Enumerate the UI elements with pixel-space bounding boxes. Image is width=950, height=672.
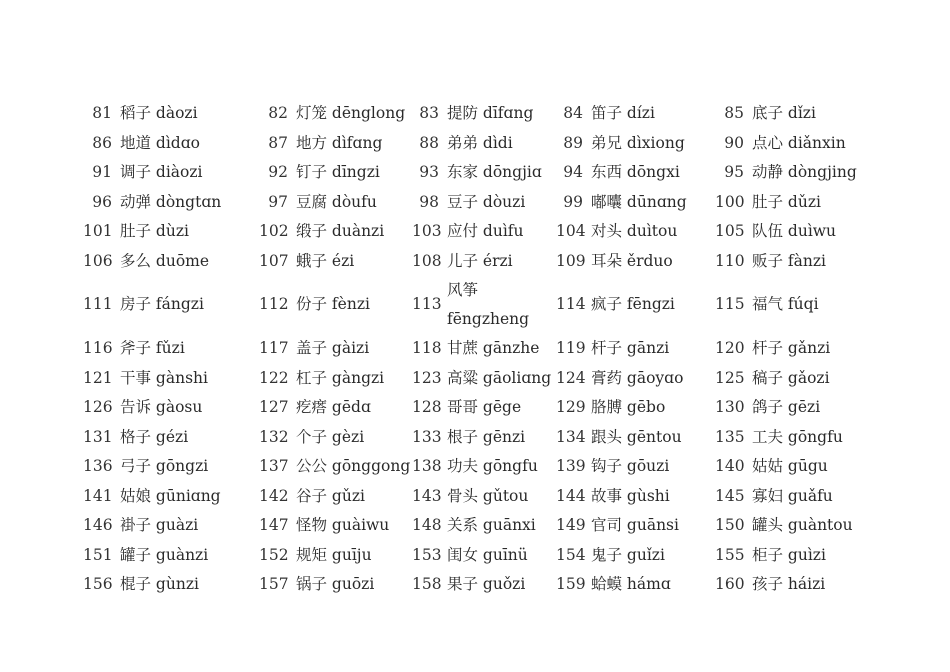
entry-number: 146 [83,516,113,534]
entry-word: 鬼子 guǐzi [591,545,665,564]
entry-word: 盖子 gàizi [296,339,370,357]
entry-word: 提防 dīfɑng [447,104,534,122]
entry-number: 85 [724,104,744,122]
entry-number: 141 [83,486,113,505]
entry-word: 关系 guānxi [447,516,536,534]
vocabulary-table-body [83,99,869,600]
entry-word: 份子 fènzi [296,295,370,314]
entry-number: 109 [556,251,586,270]
entry-number: 94 [563,163,583,181]
entry-number: 144 [556,486,586,505]
table-row [83,276,869,334]
entry-word: 钉子 dīngzi [296,163,380,181]
entry-word: 故事 gùshi [591,486,670,505]
entry-number: 149 [556,516,586,534]
entry-word: 规矩 guīju [296,545,372,564]
entry-word: 队伍 duìwu [752,222,837,240]
entry-number: 130 [715,398,745,416]
entry-word: 告诉 gàosu [120,398,203,416]
table-row [83,188,869,218]
entry-number: 134 [556,427,586,446]
entry-word: 弓子 gōngzi [120,457,209,475]
entry-word: 格子 gézi [120,427,189,446]
entry-word: 闺女 guīnü [447,545,528,564]
entry-number: 157 [259,575,289,593]
entry-word: 杠子 gàngzi [296,368,385,387]
entry-word: 果子 guǒzi [447,575,526,593]
entry-word: 斧子 fǔzi [120,339,185,357]
entry-number: 105 [715,222,745,240]
entry-number: 131 [83,427,113,446]
table-row [83,99,869,129]
entry-number: 143 [412,486,442,505]
entry-word: 工夫 gōngfu [752,427,843,446]
entry-number: 122 [259,368,289,387]
entry-number: 93 [419,163,439,181]
entry-word: 蛤蟆 hámɑ [591,575,671,593]
entry-number: 114 [556,295,586,314]
entry-number: 91 [92,163,112,181]
entry-word: 褂子 guàzi [120,516,199,534]
entry-word: 个子 gèzi [296,427,365,446]
entry-word: 谷子 gǔzi [296,486,365,505]
entry-number: 119 [556,339,586,357]
entry-word: 锅子 guōzi [296,575,375,593]
entry-word: 儿子 érzi [447,251,513,270]
entry-number: 108 [412,251,442,270]
entry-word: 豆子 dòuzi [447,192,526,211]
entry-word: 棍子 gùnzi [120,575,199,593]
entry-word: 点心 diǎnxin [752,133,846,152]
entry-word: 哥哥 gēge [447,398,522,416]
entry-word: 灯笼 dēnglong [296,104,406,122]
entry-number: 104 [556,222,586,240]
entry-number: 88 [419,133,439,152]
entry-number: 150 [715,516,745,534]
entry-number: 159 [556,575,586,593]
table-row [83,129,869,159]
entry-word: 耳朵 ěrduo [591,251,673,270]
entry-word: 缎子 duànzi [296,222,385,240]
entry-number: 113 [412,295,442,314]
entry-number: 95 [724,163,744,181]
entry-word: 弟兄 dìxiong [591,133,685,152]
entry-number: 151 [83,545,113,564]
entry-number: 128 [412,398,442,416]
entry-word: 疯子 fēngzi [591,295,675,314]
table-row [83,570,869,600]
entry-pinyin: fēngzheng [447,310,530,328]
entry-word: 官司 guānsi [591,516,679,534]
entry-number: 156 [83,575,113,593]
table-row [83,541,869,571]
entry-number: 154 [556,545,586,564]
entry-word: 底子 dǐzi [752,104,816,122]
entry-word: 干事 gànshi [120,368,208,387]
entry-number: 158 [412,575,442,593]
entry-word: 鸽子 gēzi [752,398,821,416]
entry-number: 137 [259,457,289,475]
entry-word: 膏药 gāoyɑo [591,368,684,387]
entry-word: 甘蔗 gānzhe [447,339,540,357]
entry-word: 疙瘩 gēdɑ [296,398,371,416]
entry-number: 142 [259,486,289,505]
entry-word: 姑姑 gūgu [752,457,828,475]
table-row [83,482,869,512]
entry-word: 杆子 gǎnzi [752,339,831,357]
entry-word: 根子 gēnzi [447,427,526,446]
entry-number: 115 [715,295,745,314]
entry-word: 动弹 dòngtɑn [120,192,222,211]
entry-word: 稿子 gǎozi [752,368,830,387]
entry-number: 102 [259,222,289,240]
entry-word: 肚子 dǔzi [752,192,821,211]
entry-number: 87 [268,133,288,152]
table-row [83,452,869,482]
table-row [83,247,869,277]
entry-word [447,276,556,334]
entry-number: 140 [715,457,745,475]
entry-number: 117 [259,339,289,357]
entry-number: 111 [83,295,113,314]
entry-number: 100 [715,192,745,211]
table-row [83,364,869,394]
entry-number: 152 [259,545,289,564]
entry-word: 肚子 dùzi [120,222,189,240]
entry-word: 骨头 gǔtou [447,486,529,505]
entry-word: 高粱 gāoliɑng [447,368,552,387]
entry-number: 127 [259,398,289,416]
entry-word: 嘟囔 dūnɑng [591,192,687,211]
entry-word: 东西 dōngxi [591,163,680,181]
entry-word: 钩子 gōuzi [591,457,670,475]
entry-number: 101 [83,222,113,240]
entry-number: 89 [563,133,583,152]
entry-hanzi: 风筝 [447,281,479,299]
entry-word: 调子 diàozi [120,163,203,181]
entry-number: 120 [715,339,745,357]
table-row [83,393,869,423]
entry-word: 地方 dìfɑng [296,133,383,152]
entry-word: 福气 fúqi [752,295,819,314]
entry-word: 笛子 dízi [591,104,655,122]
entry-word: 贩子 fànzi [752,251,827,270]
entry-number: 126 [83,398,113,416]
entry-word: 孩子 háizi [752,575,826,593]
entry-number: 121 [83,368,113,387]
entry-word: 蛾子 ézi [296,251,355,270]
entry-number: 133 [412,427,442,446]
table-row [83,511,869,541]
entry-number: 107 [259,251,289,270]
entry-word: 动静 dòngjing [752,163,857,181]
entry-word: 杆子 gānzi [591,339,670,357]
entry-number: 138 [412,457,442,475]
entry-number: 147 [259,516,289,534]
entry-number: 96 [92,192,112,211]
entry-word: 罐头 guàntou [752,516,853,534]
table-row [83,158,869,188]
entry-number: 98 [419,192,439,211]
entry-number: 81 [92,104,112,122]
entry-number: 118 [412,339,442,357]
table-row [83,334,869,364]
entry-number: 132 [259,427,289,446]
table-row [83,217,869,247]
table-row [83,423,869,453]
entry-number: 103 [412,222,442,240]
entry-number: 92 [268,163,288,181]
vocabulary-table [83,99,869,600]
entry-number: 155 [715,545,745,564]
entry-number: 86 [92,133,112,152]
entry-number: 123 [412,368,442,387]
entry-number: 124 [556,368,586,387]
entry-number: 148 [412,516,442,534]
entry-number: 145 [715,486,745,505]
entry-word: 公公 gōnggong [296,457,411,475]
entry-word: 功夫 gōngfu [447,457,538,475]
entry-word: 胳膊 gēbo [591,398,666,416]
entry-word: 罐子 guànzi [120,545,209,564]
entry-number: 97 [268,192,288,211]
entry-number: 125 [715,368,745,387]
entry-number: 135 [715,427,745,446]
entry-word: 弟弟 dìdi [447,133,513,152]
entry-word: 对头 duìtou [591,222,678,240]
entry-number: 84 [563,104,583,122]
entry-number: 82 [268,104,288,122]
entry-number: 153 [412,545,442,564]
entry-number: 160 [715,575,745,593]
entry-word: 跟头 gēntou [591,427,682,446]
entry-word: 应付 duìfu [447,222,524,240]
entry-number: 90 [724,133,744,152]
entry-number: 110 [715,251,745,270]
entry-word: 东家 dōngjiɑ [447,163,542,181]
entry-number: 112 [259,295,289,314]
entry-word: 怪物 guàiwu [296,516,390,534]
entry-number: 106 [83,251,113,270]
entry-number: 136 [83,457,113,475]
entry-number: 99 [563,192,583,211]
entry-word: 稻子 dàozi [120,104,198,122]
entry-word: 姑娘 gūniɑng [120,486,221,505]
entry-number: 116 [83,339,113,357]
entry-word: 地道 dìdɑo [120,133,200,152]
entry-word: 房子 fángzi [120,295,204,314]
entry-number: 83 [419,104,439,122]
entry-number: 139 [556,457,586,475]
entry-word: 多么 duōme [120,251,210,270]
entry-word: 寡妇 guǎfu [752,486,833,505]
entry-number: 129 [556,398,586,416]
entry-word: 柜子 guìzi [752,545,826,564]
entry-word: 豆腐 dòufu [296,192,377,211]
